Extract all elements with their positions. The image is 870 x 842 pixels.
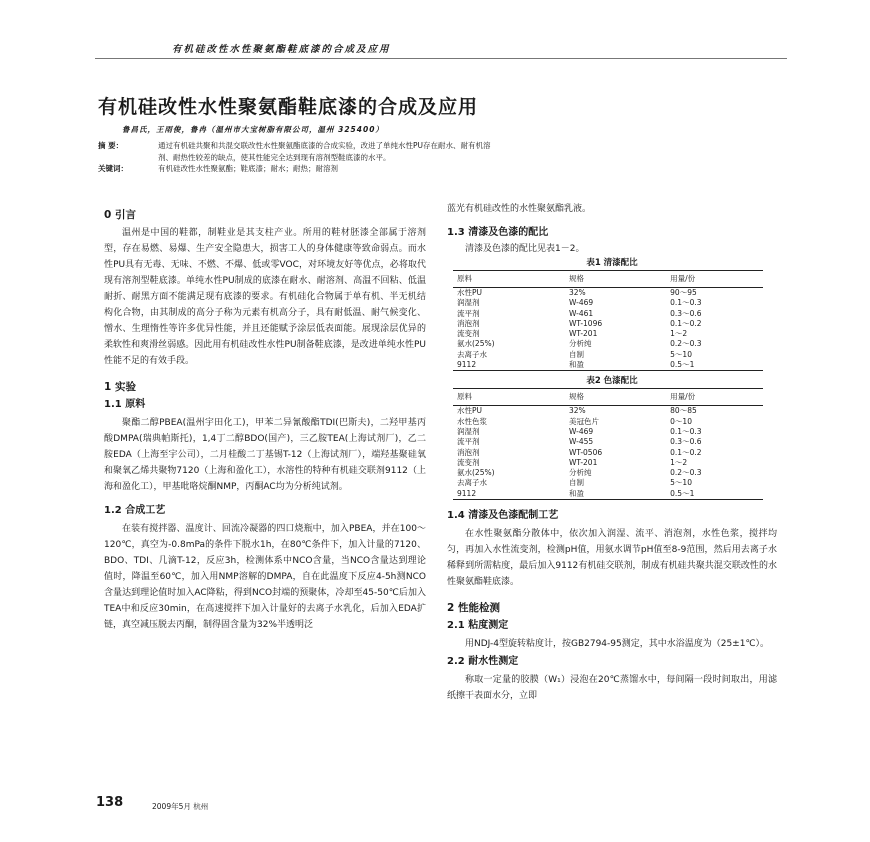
authors: 鲁昌氏，王雨俊，鲁冉（温州市大宝树脂有限公司，温州 325400） <box>122 125 384 134</box>
header-rule <box>95 58 787 59</box>
table2-caption: 表2 色漆配比 <box>586 376 638 387</box>
table-cell: W-469 <box>569 426 594 436</box>
table1-caption: 表1 清漆配比 <box>586 258 638 268</box>
table-cell: 和盈 <box>565 489 666 500</box>
table-cell: 分析纯 <box>569 468 592 478</box>
page-number: 138 <box>96 795 124 810</box>
table-cell: 去离子水 <box>457 478 487 488</box>
table-cell: 流变剂 <box>457 329 480 339</box>
table-cell: 水性色浆 <box>457 416 487 426</box>
table-cell: 32% <box>569 288 586 297</box>
section-2-1-paragraph: 用NDJ-4型旋转粘度计，按GB2794-95测定，其中水浴温度为（25±1℃）。 <box>465 639 770 650</box>
abstract-text2: 剂、耐热性较差的缺点，使其性能完全达到现有溶剂型鞋底漆的水平。 <box>158 152 391 162</box>
table-cell: 流平剂 <box>457 308 480 318</box>
table-row <box>453 309 763 319</box>
section-2-2-paragraph: 称取一定量的胶膜（W₁）浸泡在20℃蒸馏水中，每间隔一段时间取出，用滤纸擦干表面水分，立即 <box>447 675 777 702</box>
abstract-line1 <box>98 140 738 152</box>
table-row <box>453 339 763 349</box>
table-cell: 流变剂 <box>457 457 480 467</box>
table1-header: 规格 <box>565 271 666 288</box>
table-cell: 自制 <box>569 349 585 359</box>
right-column <box>447 201 777 704</box>
table-cell: W-469 <box>569 298 594 308</box>
section-1-4-heading: 1.4 清漆及色漆配制工艺 <box>447 510 559 522</box>
table-cell: 0.3～0.6 <box>670 308 702 318</box>
table-cell: 消泡剂 <box>457 447 480 457</box>
table-cell: 润湿剂 <box>457 426 480 436</box>
table-cell: 90～95 <box>670 288 697 297</box>
table-cell: 80～85 <box>670 406 697 416</box>
section-1-4-paragraph: 在水性聚氨酯分散体中，依次加入润湿、流平、消泡剂，水性色浆，搅拌均匀，再加入水性流变剂，检测pH值，用氨水调节pH值至8-9范围，然后用去离子水稀释到所需粘度，最后加入9112有机硅交联剂，制成有机硅共聚共混交联改性的水性聚氨酯鞋底漆。 <box>447 529 777 588</box>
table-cell: 氨水(25%) <box>457 468 495 478</box>
table-cell: 美冠色片 <box>569 416 600 426</box>
table2 <box>453 388 763 500</box>
section-0-heading: 0 引言 <box>104 209 136 221</box>
table-cell: 9112 <box>453 360 565 371</box>
section-2-2-heading: 2.2 耐水性测定 <box>447 656 519 668</box>
table-cell: 0.5～1 <box>666 489 763 500</box>
table2-header: 原料 <box>453 389 565 406</box>
table2-header: 用量/份 <box>666 389 763 406</box>
table-cell: 水性PU <box>457 288 483 297</box>
section-1-heading: 1 实验 <box>104 381 136 393</box>
keywords-line <box>98 163 738 175</box>
table-cell: 0.5～1 <box>666 360 763 371</box>
footer-info: 2009年5月 杭州 <box>152 802 209 811</box>
keywords-text: 有机硅改性水性聚氨酯；鞋底漆；耐水；耐热；耐溶剂 <box>158 164 338 173</box>
table-cell: 去离子水 <box>457 349 487 359</box>
table-cell: 0.1～0.3 <box>670 426 702 436</box>
table-cell: 1～2 <box>670 329 688 339</box>
section-1-2-heading: 1.2 合成工艺 <box>104 505 166 516</box>
table-row <box>453 319 763 329</box>
table-row <box>453 417 763 427</box>
running-header: 有机硅改性水性聚氨酯鞋底漆的合成及应用 <box>172 44 391 55</box>
table-row <box>453 489 763 500</box>
table-cell: 自制 <box>569 478 585 488</box>
section-2-1-heading: 2.1 粘度测定 <box>447 620 509 632</box>
table-cell: 0～10 <box>670 416 692 426</box>
table-cell: 流平剂 <box>457 437 480 447</box>
table-row <box>453 437 763 447</box>
section-1-1-heading: 1.1 原料 <box>104 399 146 410</box>
section-1-2-paragraph: 在装有搅拌器、温度计、回流冷凝器的四口烧瓶中，加入PBEA，并在100～120℃，真空为-0.8mPa的条件下脱水1h，在80℃条件下，加入计量的7120、BDO、TDI、几滴T-12，反应3h，检测体系中NCO含量，当NCO含量达到理论值时，降温至60℃，加入用NMP溶解的DMPA，自在此温度下反应4-5h测NCO含量达到理论值时加入AC降粘，得到NCO封端的预聚体，冷却至45-50℃后加入TEA中和反应30min，在高速搅拌下加入计量好的去离子水乳化，后加入EDA扩链，真空减压脱去丙酮，制得固含量为32%半透明泛 <box>104 524 426 630</box>
table-row <box>453 329 763 339</box>
table1-header: 用量/份 <box>666 271 763 288</box>
table-cell: 0.3～0.6 <box>670 437 702 447</box>
table-cell: 5～10 <box>670 478 692 488</box>
table-row <box>453 350 763 360</box>
table2-header-row <box>453 389 763 406</box>
abstract-block <box>98 140 738 175</box>
left-column <box>104 207 426 633</box>
section-1-3-paragraph: 清漆及色漆的配比见表1－2。 <box>465 244 585 254</box>
table-cell: W-455 <box>569 437 594 447</box>
abstract-text1: 通过有机硅共聚和共混交联改性水性聚氨酯底漆的合成实验，改进了单纯水性PU存在耐水、耐有机溶 <box>158 141 491 150</box>
table-cell: WT-1096 <box>569 318 603 328</box>
table-row <box>453 288 763 299</box>
table-row <box>453 298 763 308</box>
abstract-label: 摘 要： <box>98 141 124 150</box>
table-cell: 氨水(25%) <box>457 339 495 349</box>
table1-header-row <box>453 271 763 288</box>
section-2-heading: 2 性能检测 <box>447 602 500 615</box>
table-cell: 和盈 <box>565 360 666 371</box>
table-cell: 9112 <box>453 489 565 500</box>
table1-header: 原料 <box>453 271 565 288</box>
table-cell: 0.1～0.2 <box>670 318 702 328</box>
table-cell: WT-201 <box>569 457 598 467</box>
table-row <box>453 427 763 437</box>
keywords-label: 关键词： <box>98 164 128 173</box>
table-cell: 0.1～0.2 <box>670 447 702 457</box>
table-row <box>453 458 763 468</box>
table-cell: WT-201 <box>569 329 598 339</box>
table2-header: 规格 <box>565 389 666 406</box>
table-row <box>453 478 763 488</box>
table-row <box>453 360 763 371</box>
section-0-paragraph: 温州是中国的鞋都，制鞋业是其支柱产业。所用的鞋材胚漆全部属于溶剂型，存在易燃、易爆、生产安全隐患大，损害工人的身体健康等致命弱点。而水性PU具有无毒、无味、不燃、不爆、低或零VOC，对环境友好等优点，必将取代现有溶剂型鞋底漆。单纯水性PU制成的底漆在耐水、耐溶剂、高温不回粘、低温耐折、耐黑方面不能满足现有底漆的要求。有机硅化合物属于单有机、半无机结构化合物，由其制成的高分子称为元素有机高分子，具有耐低温、耐气候变化、憎水、生理惰性等许多优异性能，并且还能赋予涂层低表面能。展现涂层优异的柔软性和爽滑丝弱感。因此用有机硅改性水性PU制备鞋底漆，是改进单纯水性PU性能不足的有效手段。 <box>104 228 426 366</box>
table-cell: W-461 <box>569 308 594 318</box>
table-cell: 水性PU <box>457 406 483 416</box>
table-cell: 0.1～0.3 <box>670 298 702 308</box>
table-cell: 润湿剂 <box>457 298 480 308</box>
table-row <box>453 406 763 417</box>
section-1-1-paragraph: 聚酯二醇PBEA(温州宇田化工)，甲苯二异氰酸酯TDI(巴斯夫)，二羟甲基丙酸DMPA(瑞典帕斯托)，1,4丁二醇BDO(国产)，三乙胺TEA(上海试剂厂)，乙二胺EDA（上海至宇公司），二月桂酸二丁基锡T-12（上海试剂厂），端羟基聚硅氧和聚氧乙烯共聚物7120（上海和盈化工），水溶性的特种有机硅交联剂9112（上海和盈化工），甲基吡咯烷酮NMP，丙酮AC均为分析纯试剂。 <box>104 418 426 492</box>
section-1-3-heading: 1.3 清漆及色漆的配比 <box>447 227 549 238</box>
table1 <box>453 270 763 371</box>
table-cell: WT-0506 <box>569 447 603 457</box>
table-cell: 5～10 <box>670 349 692 359</box>
page-title: 有机硅改性水性聚氨酯鞋底漆的合成及应用 <box>98 96 479 118</box>
continuation-text: 蓝光有机硅改性的水性聚氨酯乳液。 <box>447 204 592 214</box>
table-cell: 分析纯 <box>569 339 592 349</box>
table-cell: 0.2～0.3 <box>670 339 702 349</box>
table-cell: 32% <box>569 406 586 416</box>
table-row <box>453 448 763 458</box>
table-cell: 1～2 <box>670 457 688 467</box>
table-row <box>453 468 763 478</box>
table-cell: 消泡剂 <box>457 318 480 328</box>
table-cell: 0.2～0.3 <box>670 468 702 478</box>
